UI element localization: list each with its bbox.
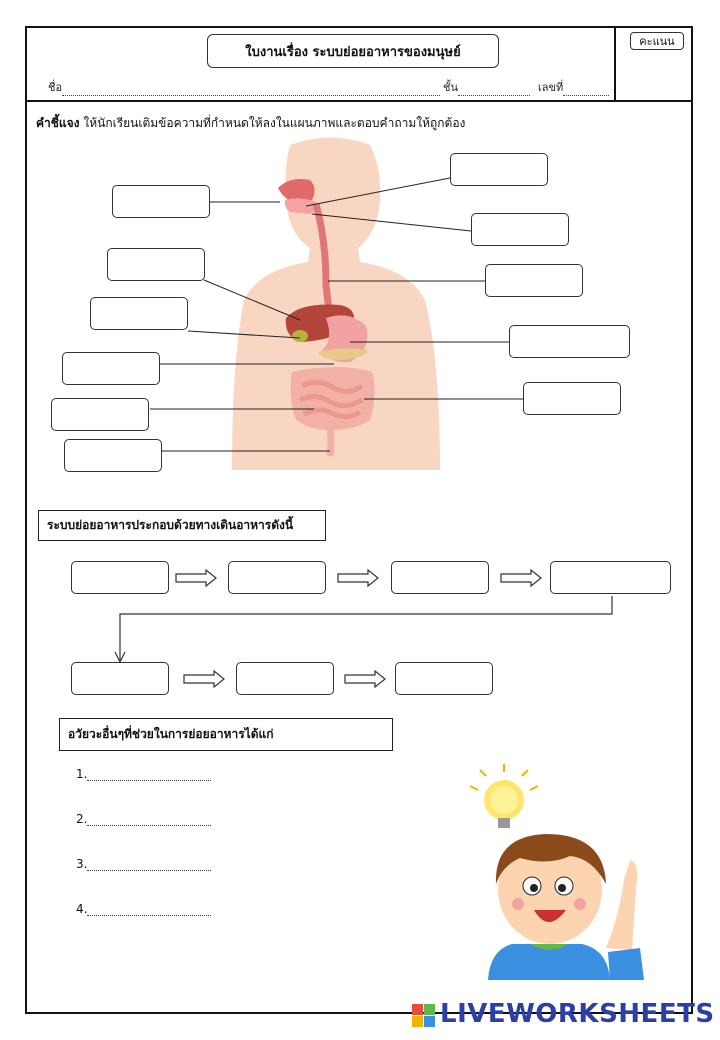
label-box-stomach[interactable] xyxy=(509,325,630,358)
label-box-teeth[interactable] xyxy=(450,153,548,186)
pathway-box-7[interactable] xyxy=(395,662,493,695)
label-box-pharynx[interactable] xyxy=(471,213,569,246)
boy-illustration xyxy=(470,764,644,980)
pathway-box-4[interactable] xyxy=(550,561,671,594)
answer-line-3[interactable]: 3. xyxy=(76,857,211,871)
class-label: ชั้น xyxy=(443,81,458,94)
label-box-gallbladder[interactable] xyxy=(90,297,188,330)
other-organs-section-title: อวัยวะอื่นๆที่ช่วยในการย่อยอาหารได้แก่ xyxy=(59,718,393,751)
brand-name: LIVEWORKSHEETS xyxy=(440,999,715,1029)
answer-line-4[interactable]: 4. xyxy=(76,902,211,916)
rectum-shape xyxy=(330,428,331,456)
label-box-esophagus[interactable] xyxy=(485,264,583,297)
connector-line xyxy=(115,596,612,662)
label-box-pancreas[interactable] xyxy=(62,352,160,385)
answer-line-2[interactable]: 2. xyxy=(76,812,211,826)
pathway-section-title: ระบบย่อยอาหารประกอบด้วยทางเดินอาหารดังนี้ xyxy=(38,510,326,541)
label-box-liver[interactable] xyxy=(107,248,205,281)
label-box-rectum[interactable] xyxy=(64,439,162,472)
worksheet-title: ใบงานเรื่อง ระบบย่อยอาหารของมนุษย์ xyxy=(207,34,499,68)
instructions-text: ให้นักเรียนเติมข้อความที่กำหนดให้ลงในแผนภาพและตอบคำถามให้ถูกต้อง xyxy=(79,116,466,130)
instructions-bold: คำชี้แจง xyxy=(36,116,80,130)
label-box-large-intestine[interactable] xyxy=(51,398,149,431)
pathway-box-1[interactable] xyxy=(71,561,169,594)
liveworksheets-logo-icon xyxy=(412,1004,435,1027)
name-label: ชื่อ xyxy=(48,81,63,94)
label-box-small-intestine[interactable] xyxy=(523,382,621,415)
label-box-mouth[interactable] xyxy=(112,185,210,218)
pathway-box-2[interactable] xyxy=(228,561,326,594)
number-label: เลขที่ xyxy=(538,81,564,94)
answer-line-1[interactable]: 1. xyxy=(76,767,211,781)
tongue-shape xyxy=(285,198,317,214)
score-label: คะแนน xyxy=(630,32,684,50)
pathway-box-3[interactable] xyxy=(391,561,489,594)
pathway-box-5[interactable] xyxy=(71,662,169,695)
pathway-box-6[interactable] xyxy=(236,662,334,695)
gallbladder-shape xyxy=(292,330,308,342)
